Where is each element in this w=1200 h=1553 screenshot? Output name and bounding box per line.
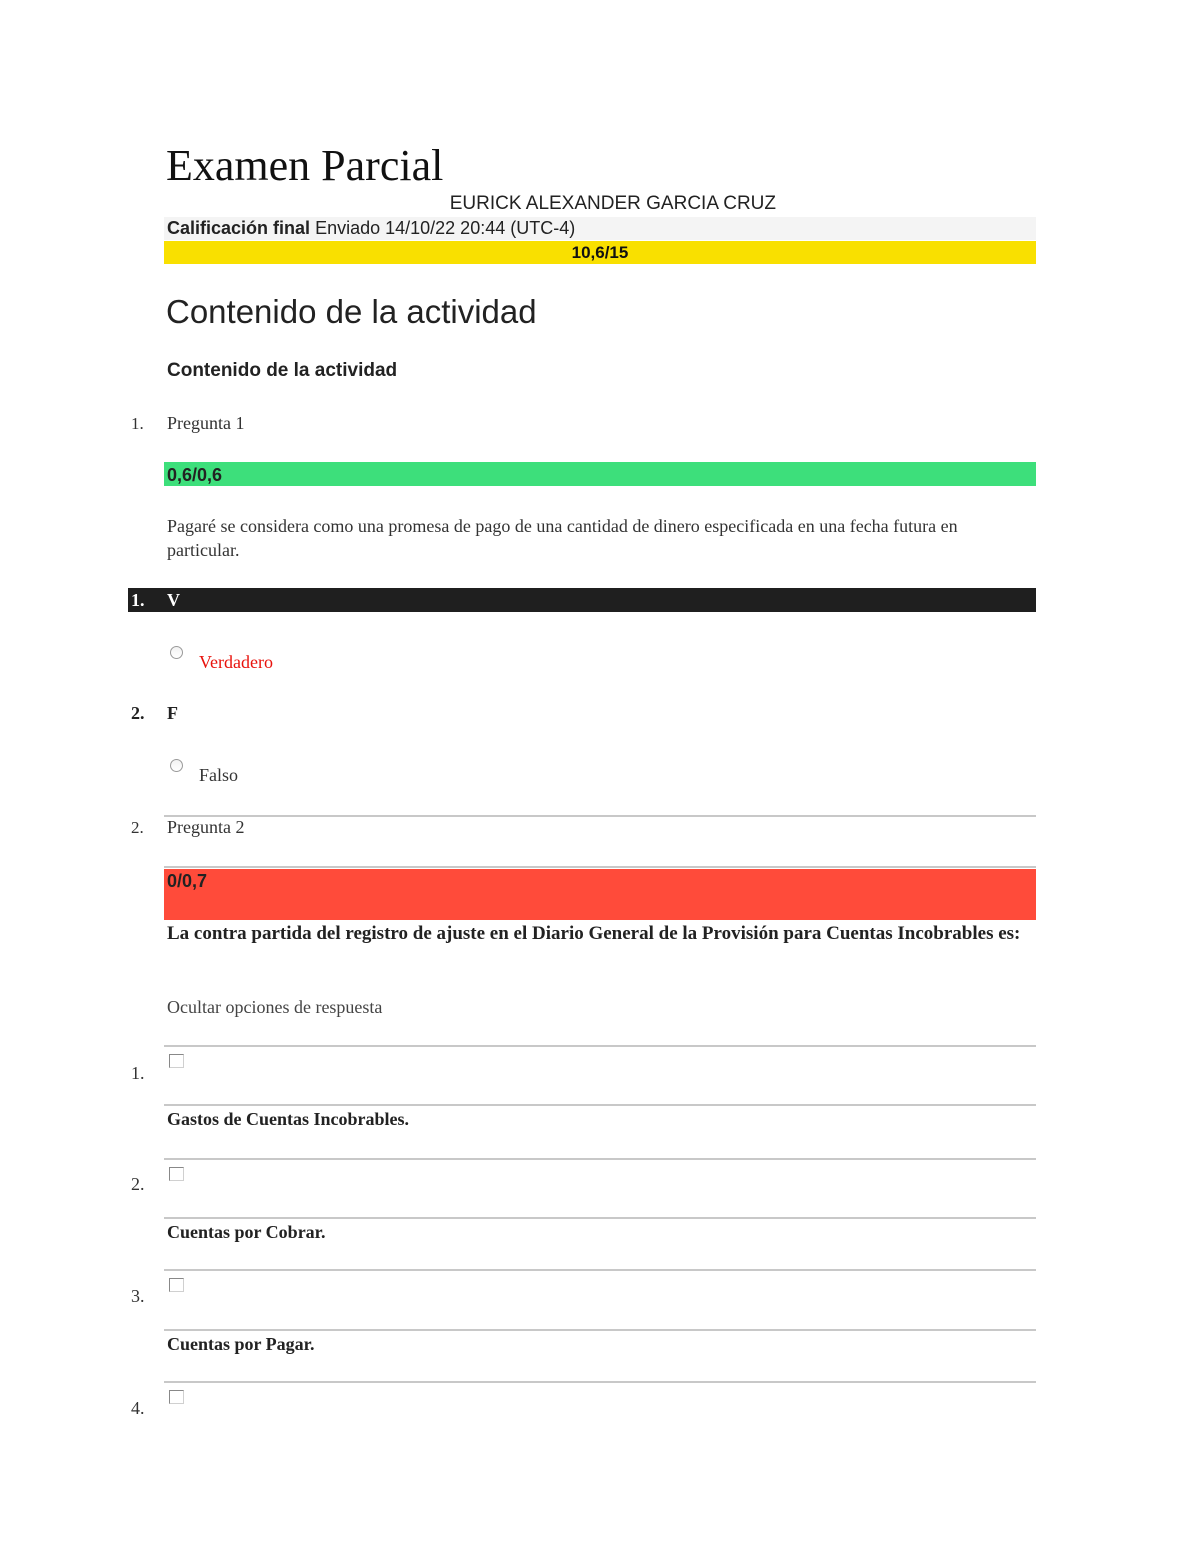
divider xyxy=(164,1158,1036,1160)
answer-option-1: Gastos de Cuentas Incobrables. xyxy=(167,1109,410,1129)
page-title: Examen Parcial xyxy=(166,141,444,190)
checkbox-option-2[interactable] xyxy=(169,1167,184,1181)
section-subheading: Contenido de la actividad xyxy=(167,360,398,381)
hide-options-link[interactable]: Ocultar opciones de respuesta xyxy=(167,997,383,1017)
divider xyxy=(164,815,1036,817)
divider xyxy=(164,1269,1036,1271)
divider xyxy=(164,866,1036,868)
question-title: Pregunta 1 xyxy=(167,413,245,433)
divider xyxy=(164,1329,1036,1331)
divider xyxy=(164,1104,1036,1106)
question-points-incorrect: 0/0,7 xyxy=(164,869,1036,920)
answer-verdadero: Verdadero xyxy=(199,652,273,672)
question-points-correct: 0,6/0,6 xyxy=(164,462,1036,486)
radio-verdadero[interactable] xyxy=(170,646,183,659)
option-number: 2. xyxy=(131,1174,145,1194)
question-text: Pagaré se considera como una promesa de pago de una cantidad de dinero especificada en una fecha futura en particular. xyxy=(167,516,958,560)
option-number: 3. xyxy=(131,1286,145,1306)
final-score: 10,6/15 xyxy=(164,241,1036,264)
answer-option-3: Cuentas por Pagar. xyxy=(167,1334,315,1354)
answer-option-2: Cuentas por Cobrar. xyxy=(167,1222,326,1242)
checkbox-option-1[interactable] xyxy=(169,1054,184,1068)
option-letter: V xyxy=(167,590,180,610)
grade-row xyxy=(164,217,1036,240)
radio-falso[interactable] xyxy=(170,759,183,772)
question-number: 2. xyxy=(131,818,144,837)
selected-option-bar xyxy=(128,588,1036,612)
section-heading: Contenido de la actividad xyxy=(166,293,537,330)
submitted-date: Enviado 14/10/22 20:44 (UTC-4) xyxy=(315,218,576,238)
option-number: 4. xyxy=(131,1398,145,1418)
answer-falso: Falso xyxy=(199,765,239,785)
option-letter: F xyxy=(167,703,178,723)
divider xyxy=(164,1217,1036,1219)
student-name: EURICK ALEXANDER GARCIA CRUZ xyxy=(449,193,776,214)
question-title: Pregunta 2 xyxy=(167,817,245,837)
question-text: La contra partida del registro de ajuste en el Diario General de la Provisión para Cuentas Incobrables es: xyxy=(167,923,1021,944)
divider xyxy=(164,1045,1036,1047)
question-number: 1. xyxy=(131,414,144,433)
option-number: 2. xyxy=(131,703,145,723)
grade-label: Calificación final xyxy=(167,218,311,238)
checkbox-option-4[interactable] xyxy=(169,1390,184,1404)
checkbox-option-3[interactable] xyxy=(169,1278,184,1292)
option-number: 1. xyxy=(131,1063,145,1083)
option-number: 1. xyxy=(131,590,145,610)
divider xyxy=(164,1381,1036,1383)
